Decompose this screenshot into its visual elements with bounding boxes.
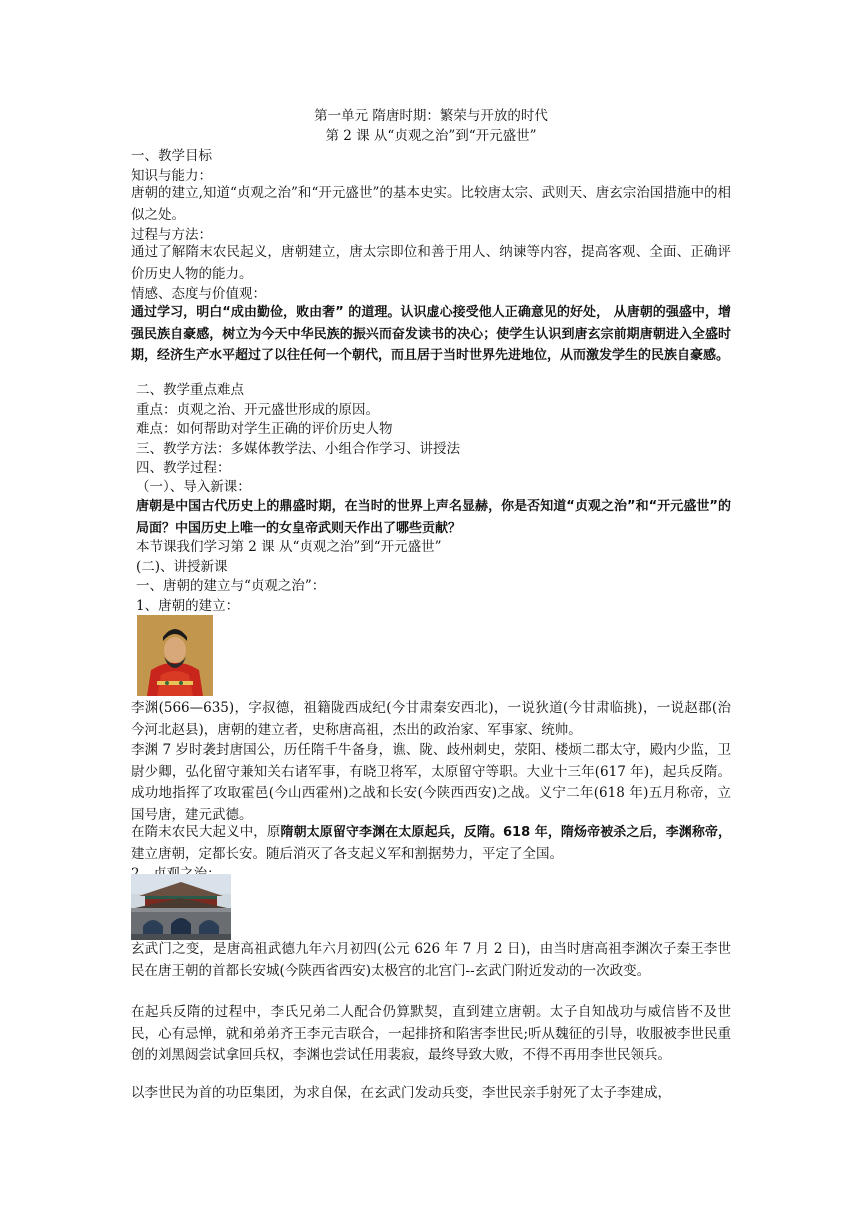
knowledge-text: 唐朝的建立,知道“贞观之治”和“开元盛世”的基本史实。比较唐太宗、武则天、唐玄宗治国措施中的相似之处。 (131, 185, 731, 223)
intro-text: 唐朝是中国古代历史上的鼎盛时期，在当时的世界上声名显赫，你是否知道“贞观之治”和“开元盛世”的局面？中国历史上唯一的女皇帝武则天作出了哪些贡献？ (136, 499, 731, 536)
emotion-label: 情感、态度与价值观： (131, 286, 266, 302)
founding-text-a: 在隋末农民大起义中，原 (131, 824, 281, 840)
emotion-text: 通过学习，明白“成由勤俭，败由奢” 的道理。认识虚心接受他人正确意见的好处， 从唐朝的强盛中，增强民族自豪感，树立为今天中华民族的振兴而奋发读书的决心；使学生认识到唐玄宗前期唐朝进入全盛时期，经济生产水平超过了以往任何一个朝代，而且居于当时世界先进地位，从而激发学生的民族自豪感。 (131, 305, 731, 363)
li-yuan-bio: 李渊(566—635)，字叔德，祖籍陇西成纪(今甘肃秦安西北)，一说狄道(今甘肃临挑)，一说赵郡(治今河北赵县)，唐朝的建立者，史称唐高祖，杰出的政治家、军事家、统帅。 (131, 700, 731, 738)
knowledge-label: 知识与能力： (131, 168, 212, 184)
founding-text-bold: 隋朝太原留守李渊在太原起兵，反隋。618 年，隋炀帝被杀之后，李渊称帝， (280, 825, 731, 840)
li-yuan-career: 李渊 7 岁时袭封唐国公，历任隋千牛备身，谯、陇、歧州刺史，荥阳、楼烦二郡太守，殿内少监，卫尉少卿，弘化留守兼知关右诸军事，有晓卫将军，太原留守等职。大业十三年(617 年)，起兵反隋。成功地指挥了攻取霍邑(今山西霍州)之战和长安(今陕西西安)之战。义宁二年(618 年)五月称帝，立国号唐，建元武德。 (131, 742, 731, 823)
teaching-label: (二)、讲授新课 (136, 559, 228, 575)
xuanwu-gate-image (131, 874, 231, 940)
section-heading-key-points: 二、教学重点难点 (136, 382, 244, 398)
process-label: 过程与方法： (131, 227, 212, 243)
difficult-point: 难点：如何帮助对学生正确的评价历史人物 (136, 421, 393, 437)
subsection-founding: 1、唐朝的建立： (136, 598, 240, 614)
xuanwu-incident-intro: 玄武门之变，是唐高祖武德九年六月初四(公元 626 年 7 月 2 日)，由当时唐高祖李渊次子秦王李世民在唐王朝的首都长安城(今陕西省西安)太极宫的北宫门--玄武门附近发动的一次政变。 (131, 941, 731, 979)
teaching-process-heading: 四、教学过程： (136, 460, 231, 476)
section-heading-objectives: 一、教学目标 (131, 148, 212, 164)
process-text: 通过了解隋末农民起义，唐朝建立，唐太宗即位和善于用人、纳谏等内容，提高客观、全面、正确评价历史人物的能力。 (131, 244, 731, 282)
xuanwu-coup: 以李世民为首的功臣集团，为求自保，在玄武门发动兵变，李世民亲手射死了太子李建成， (131, 1085, 671, 1101)
founding-text-c: 建立唐朝，定都长安。随后消灭了各支起义军和割据势力，平定了全国。 (131, 845, 563, 862)
lesson-intro-line: 本节课我们学习第 2 课 从“贞观之治”到“开元盛世” (136, 539, 442, 555)
xuanwu-background: 在起兵反隋的过程中，李氏兄弟二人配合仍算默契，直到建立唐朝。太子自知战功与威信皆不及世民，心有忌惮，就和弟弟齐王李元吉联合，一起排挤和陷害李世民;听从魏征的引导，收服被李世民重创的刘黑闼尝试拿回兵权，李渊也尝试任用裴寂，最终导致大败，不得不再用李世民领兵。 (131, 1004, 731, 1064)
li-yuan-portrait-image (137, 615, 213, 696)
key-point: 重点：贞观之治、开元盛世形成的原因。 (136, 402, 379, 418)
teaching-methods: 三、教学方法：多媒体教学法、小组合作学习、讲授法 (136, 441, 460, 457)
section-tang-founding: 一、唐朝的建立与“贞观之治”： (136, 578, 326, 594)
tang-founding-paragraph (131, 822, 731, 865)
unit-title: 第一单元 隋唐时期：繁荣与开放的时代 (314, 108, 548, 124)
lesson-title: 第 2 课 从“贞观之治”到“开元盛世” (325, 128, 537, 144)
intro-label: （一）、导入新课： (136, 479, 251, 495)
